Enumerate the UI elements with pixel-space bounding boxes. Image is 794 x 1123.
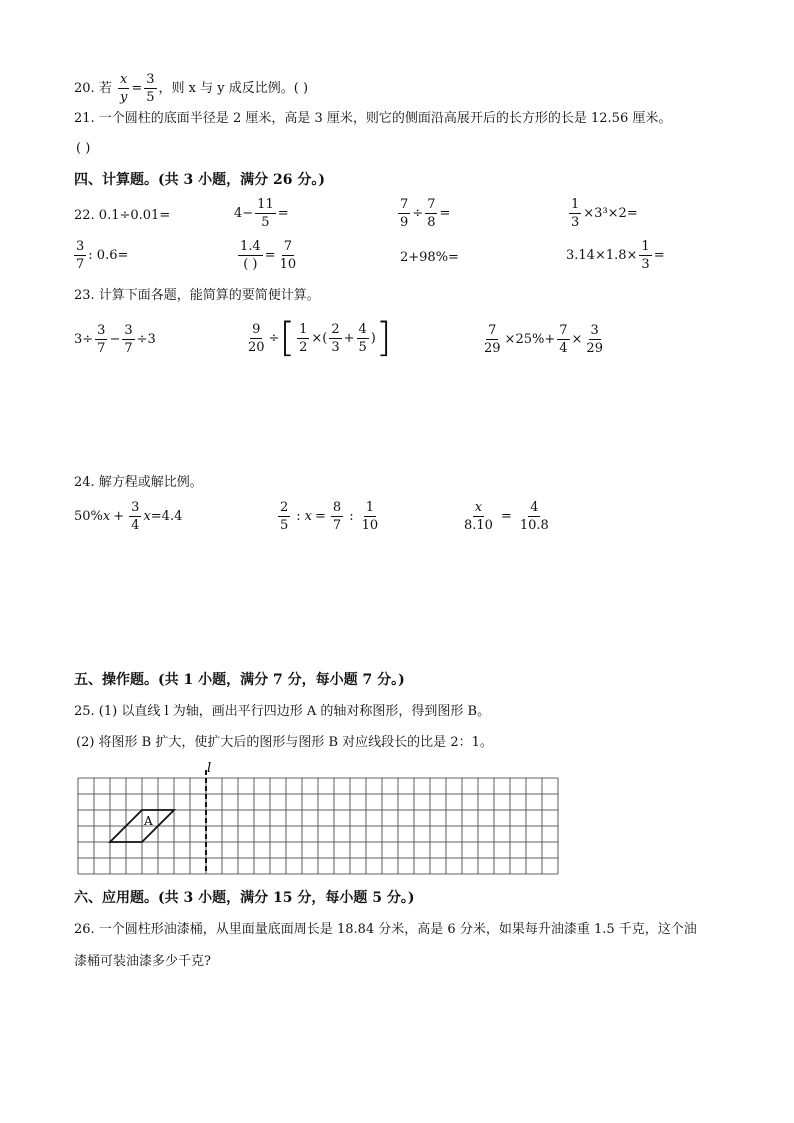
q22-expr-5: $\frac{3}{7}$ : 0.6= — [76, 239, 129, 272]
axis-label-l: l — [207, 761, 212, 776]
q23-expr-b: $\frac{9}{20}$ ÷ [ $\frac{1}{2}$ ×( $\frac{2}{3}$ + $\frac{4}{5}$ ) ] — [248, 315, 392, 361]
q22-expr-1: 22. 0.1÷0.01= — [74, 208, 171, 223]
q20-equals: = — [131, 81, 143, 96]
q20-statement: ，则 x 与 y 成反比例。( ) — [158, 81, 309, 96]
question-23-instruction: 23. 计算下面各题，能简算的要简便计算。 — [74, 288, 320, 303]
q20-prefix: 若 — [98, 81, 112, 96]
q22-expr-8: 3.14×1.8× $\frac{1}{3}$ = — [566, 239, 665, 272]
q20-fraction-xy: $\frac{x}{y}$ — [119, 72, 128, 105]
question-20 — [74, 72, 308, 105]
section-5-title: 五、操作题。(共 1 小题，满分 7 分，每小题 7 分。) — [74, 672, 405, 688]
q24-equation-c: $\frac{x}{8.10}$ = $\frac{4}{10.8}$ — [464, 500, 549, 533]
question-25-part2: (2) 将图形 B 扩大，使扩大后的图形与图形 B 对应线段长的比是 2：1。 — [76, 735, 493, 750]
q22-expr-4: $\frac{1}{3}$ ×3³×2= — [571, 197, 638, 230]
parallelogram-label-a: A — [144, 814, 153, 828]
section-4-title: 四、计算题。(共 3 小题，满分 26 分。) — [74, 172, 325, 188]
q22-expr-7: 2+98%= — [400, 250, 459, 265]
question-24-instruction: 24. 解方程或解比例。 — [74, 475, 203, 490]
section-6-title: 六、应用题。(共 3 小题，满分 15 分，每小题 5 分。) — [74, 890, 415, 906]
question-26-line2: 漆桶可装油漆多少千克? — [74, 954, 211, 969]
q23-expr-c: $\frac{7}{29}$ ×25%+ $\frac{7}{4}$ × $\frac{3}{29}$ — [484, 323, 603, 356]
q22-expr-3: $\frac{7}{9}$ ÷ $\frac{7}{8}$ = — [400, 197, 451, 230]
q22-expr-6: $\frac{1.4}{( )}$ = $\frac{7}{10}$ — [240, 239, 297, 272]
q24-equation-b: $\frac{2}{5}$ : x = $\frac{8}{7}$ : $\frac{1}{10}$ — [280, 500, 379, 533]
question-26-line1: 26. 一个圆柱形油漆桶，从里面量底面周长是 18.84 分米，高是 6 分米，如果每升油漆重 1.5 千克，这个油 — [74, 922, 697, 937]
question-25-part1: 25. (1) 以直线 l 为轴，画出平行四边形 A 的轴对称图形，得到图形 B。 — [74, 704, 491, 719]
q22-expr-2: 4− $\frac{11}{5}$ = — [234, 197, 289, 230]
question-21-answer-blank: ( ) — [76, 141, 91, 156]
q23-expr-a: 3÷ $\frac{3}{7}$ − $\frac{3}{7}$ ÷3 — [74, 323, 156, 356]
q24-equation-a: 50% x + $\frac{3}{4}$ x =4.4 — [74, 500, 183, 533]
q20-fraction-35: $\frac{3}{5}$ — [146, 72, 155, 105]
q20-number: 20. — [74, 81, 95, 96]
question-21-line1: 21. 一个圆柱的底面半径是 2 厘米，高是 3 厘米，则它的侧面沿高展开后的长方形的长是 12.56 厘米。 — [74, 111, 672, 126]
graph-grid-figure — [70, 758, 564, 880]
